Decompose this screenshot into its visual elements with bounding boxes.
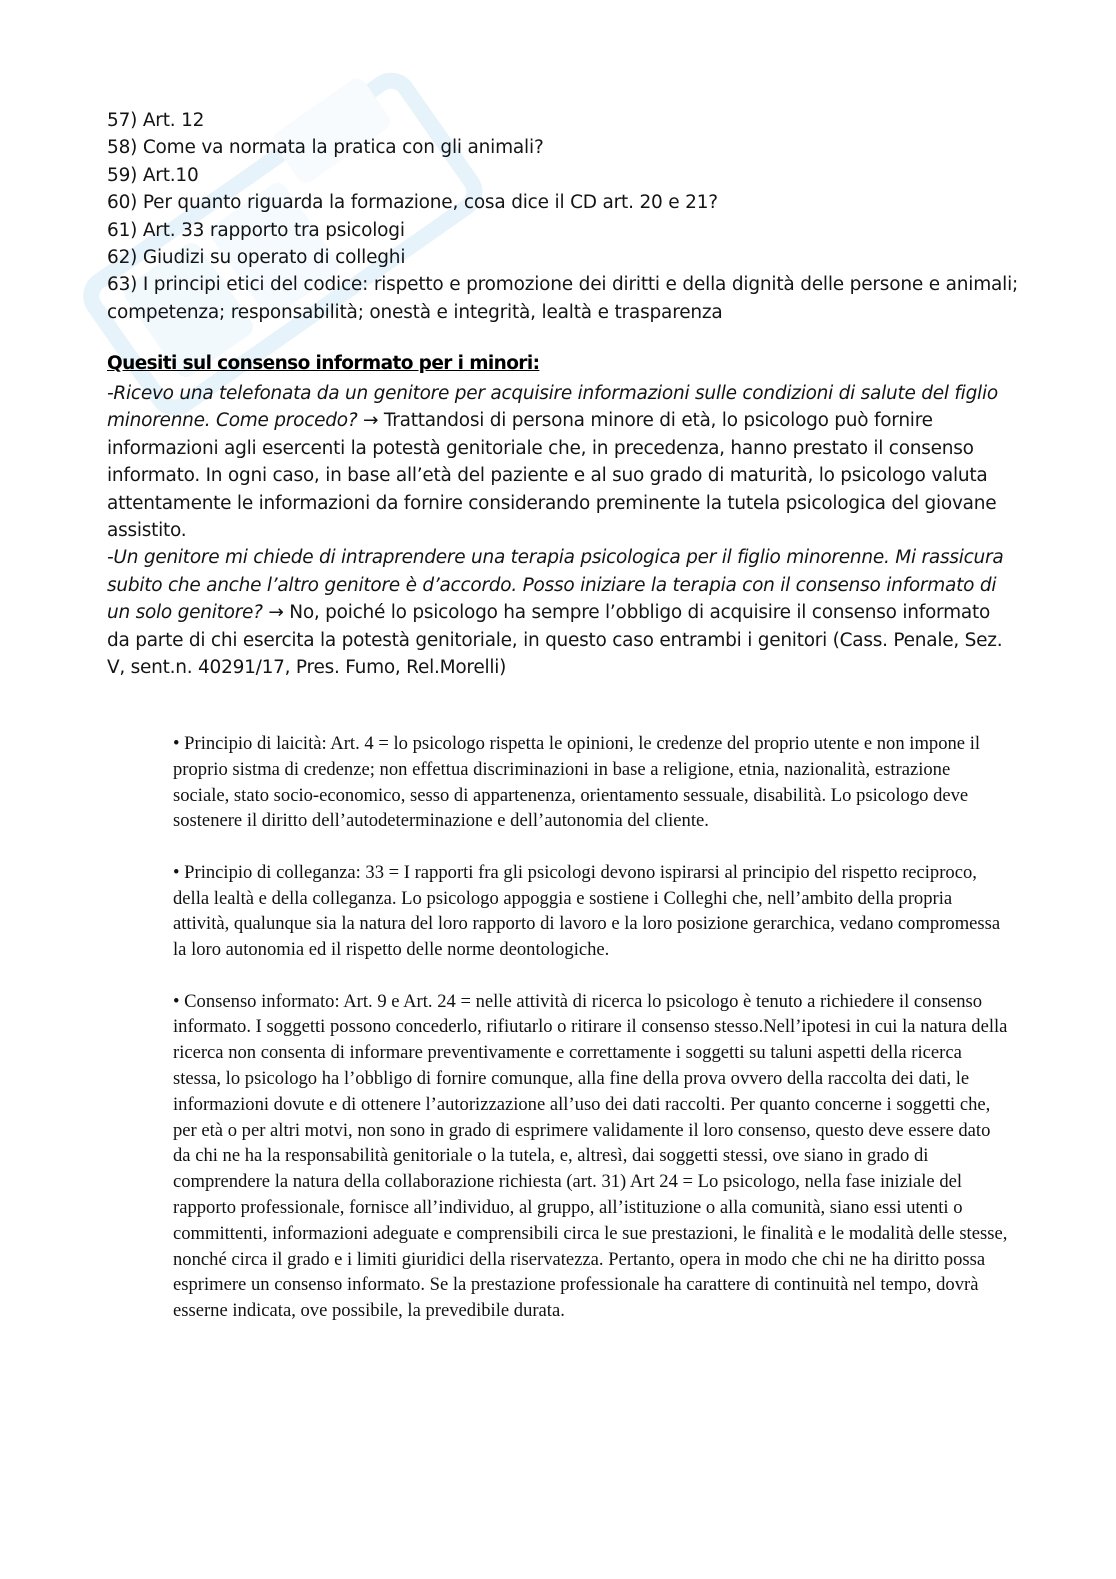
question-item: 57) Art. 12: [107, 110, 205, 131]
qa-answer: → No, poiché lo psicologo ha sempre l’obbligo di acquisire il consenso informato da parte di chi esercita la potestà genitoriale, in questo caso entrambi i genitori (Cass. Penale, Sez. V, sent.n. 40291/17, Pres. Fumo, Rel.Morelli): [107, 602, 1003, 679]
principle-item: • Consenso informato: Art. 9 e Art. 24 = nelle attività di ricerca lo psicologo è tenuto a richiedere il consenso informato. I soggetti possono concederlo, rifiutarlo o ritirare il consenso stesso.Nell’ipotesi in cui la natura della ricerca non consenta di informare preventivamente e correttamente i soggetti su taluni aspetti della ricerca stessa, lo psicologo ha l’obbligo di fornire comunque, alla fine della prova ovvero della raccolta dei dati, le informazioni dovute e di ottenere l’autorizzazione all’uso dei dati raccolti. Per quanto concerne i soggetti che, per età o per altri motvi, non sono in grado di esprimere validamente il loro consenso, questo deve essere dato da chi ne ha la responsabilità genitoriale o la tutela, e, altresì, dai soggetti stessi, ove siano in grado di comprendere la natura della collaborazione richiesta (art. 31) Art 24 = Lo psicologo, nella fase iniziale del rapporto professionale, fornisce all’individuo, al gruppo, all’istituzione o alla comunità, siano essi utenti o committenti, informazioni adeguate e comprensibili circa le sue prestazioni, le finalità e le modalità delle stesse, nonché circa il grado e i limiti giuridici della riservatezza. Pertanto, opera in modo che chi ne ha diritto possa esprimere un consenso informato. Se la prestazione professionale ha carattere di continuità nel tempo, dovrà esserne indicata, ove possibile, la prevedibile durata.: [173, 990, 1008, 1322]
qa-item: [107, 544, 1017, 681]
question-item: 58) Come va normata la pratica con gli animali?: [107, 137, 544, 159]
question-item: 63) I principi etici del codice: rispetto e promozione dei diritti e della dignità delle persone e animali; competenza; responsabilità; onestà e integrità, lealtà e trasparenza: [107, 274, 1019, 323]
principles-list: [173, 731, 1008, 1350]
qa-question: -Ricevo una telefonata da un genitore per acquisire informazioni sulle condizioni di salute del figlio minorenne. Come procedo?: [107, 383, 998, 432]
section-heading: Quesiti sul consenso informato per i minori:: [107, 353, 540, 374]
question-list: [107, 107, 1027, 326]
qa-question: -Un genitore mi chiede di intraprendere una terapia psicologica per il figlio minorenne. Mi rassicura subito che anche l’altro genitore è d’accordo. Posso iniziare la terapia con il consenso informato di un solo genitore?: [107, 547, 1004, 624]
question-item: 61) Art. 33 rapporto tra psicologi: [107, 219, 405, 241]
qa-item: [107, 380, 1017, 544]
principle-item: • Principio di colleganza: 33 = I rapporti fra gli psicologi devono ispirarsi al principio del rispetto reciproco, della lealtà e della colleganza. Lo psicologo appoggia e sostiene i Colleghi che, nell’ambito della propria attività, qualunque sia la natura del loro rapporto di lavoro e la loro posizione gerarchica, vedano compromessa la loro autonomia ed il rispetto delle norme deontologiche.: [173, 861, 1001, 961]
principle-item: • Principio di laicità: Art. 4 = lo psicologo rispetta le opinioni, le credenze del proprio utente e non impone il proprio sistma di credenze; non effettua discriminazioni in base a religione, etnia, nazionalità, estrazione sociale, stato socio-economico, sesso di appartenenza, orientamento sessuale, disabilità. Lo psicologo deve sostenere il diritto dell’autodeterminazione e dell’autonomia del cliente.: [173, 733, 981, 832]
question-item: 60) Per quanto riguarda la formazione, cosa dice il CD art. 20 e 21?: [107, 192, 718, 214]
question-item: 59) Art.10: [107, 164, 199, 186]
qa-section: [107, 380, 1017, 681]
question-item: 62) Giudizi su operato di colleghi: [107, 247, 406, 269]
qa-answer: → Trattandosi di persona minore di età, lo psicologo può fornire informazioni agli esercenti la potestà genitoriale che, in precedenza, hanno prestato il consenso informato. In ogni caso, in base all’età del paziente e al suo grado di maturità, lo psicologo valuta attentamente le informazioni da fornire considerando preminente la tutela psicologica del giovane assistito.: [107, 410, 997, 542]
